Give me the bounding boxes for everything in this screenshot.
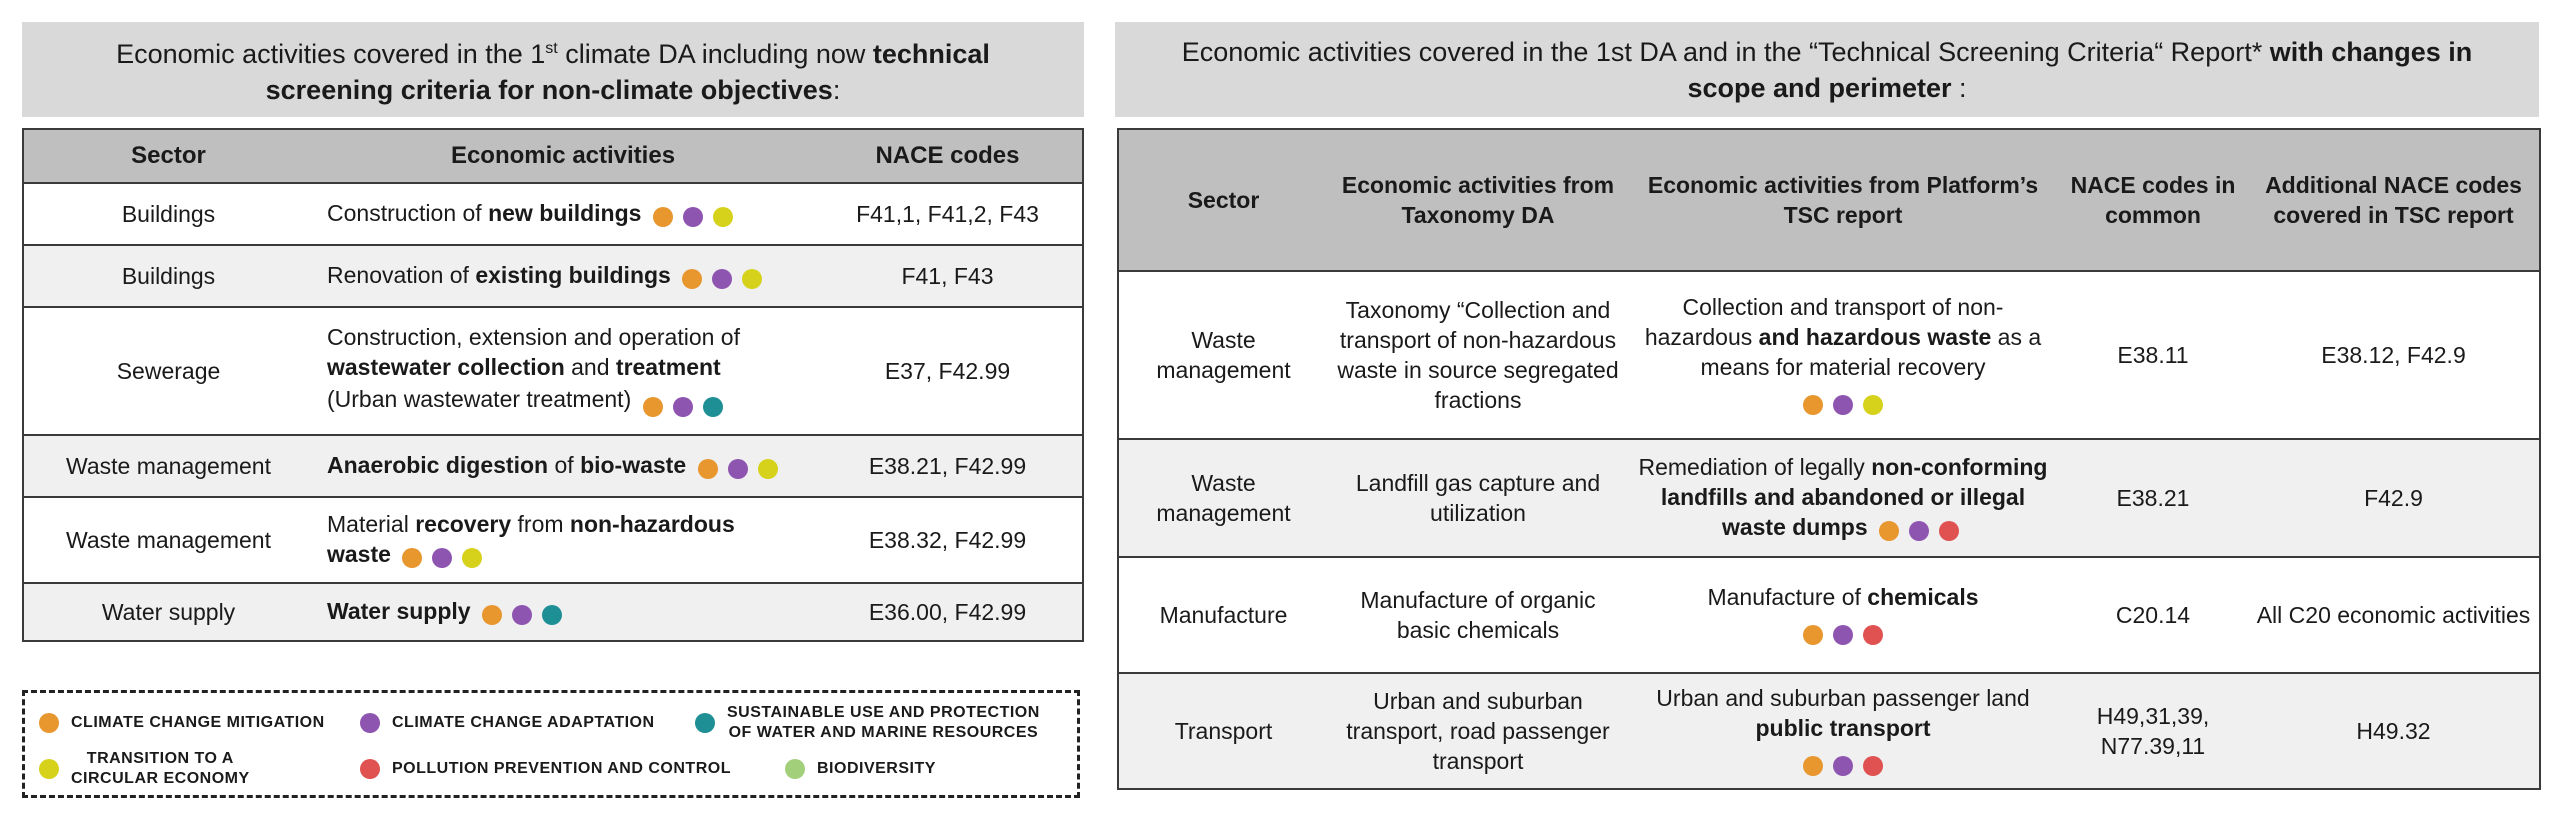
activity-text: Construction of: [327, 200, 489, 227]
mitigation-dot-icon: [653, 207, 673, 227]
adaptation-dot-icon: [1833, 756, 1853, 776]
tsc-bold: non-conforming landfills and abandoned or illegal waste dumps: [1660, 454, 2048, 541]
activity-bold: recovery: [415, 511, 512, 538]
pollution-dot-icon: [1939, 521, 1959, 541]
adaptation-dot-icon: [432, 548, 452, 568]
left-table-header-row: [23, 129, 1083, 183]
sector-cell: Waste management: [1156, 327, 1291, 383]
water-dot-icon: [542, 605, 562, 625]
right-title-post: :: [1951, 72, 1967, 103]
tsc-text-post: as a means for material recovery: [1700, 324, 2042, 380]
left-title-bold: technical screening criteria for non-climate objectives: [265, 39, 990, 105]
mitigation-dot-icon: [1879, 521, 1899, 541]
objective-dots: [1874, 514, 1964, 544]
adaptation-dot-icon: [360, 713, 380, 733]
legend-label: [727, 703, 1040, 743]
tsc-bold: and hazardous waste: [1758, 324, 1992, 350]
legend-label: CLIMATE CHANGE ADAPTATION: [392, 714, 655, 731]
objective-dots: [1798, 388, 1888, 418]
activity-text-mid: from: [511, 511, 570, 538]
objective-dots: [638, 390, 728, 420]
additional-nace-cell: All C20 economic activities: [2256, 602, 2531, 628]
mitigation-dot-icon: [482, 605, 502, 625]
right-panel-title: [1115, 22, 2539, 117]
pollution-dot-icon: [360, 759, 380, 779]
activity-bold: wastewater collection: [327, 354, 565, 380]
right-title-bold: with changes in scope and perimeter: [1687, 36, 2473, 103]
mitigation-dot-icon: [1803, 395, 1823, 415]
tsc-bold: public transport: [1755, 715, 1931, 741]
objective-dots: [693, 452, 783, 482]
objective-dots: [648, 200, 738, 230]
objectives-legend: [22, 690, 1080, 798]
adaptation-dot-icon: [1833, 395, 1853, 415]
common-nace-cell: H49,31,39, N77.39,11: [2096, 703, 2210, 759]
left-col-sector: Sector: [23, 129, 313, 183]
right-col-tsc: Economic activities from Platform’s TSC report: [1628, 129, 2058, 271]
right-activities-table: [1117, 128, 2541, 790]
additional-nace-cell: H49.32: [2356, 718, 2431, 744]
activity-text: Renovation of: [327, 262, 476, 289]
table-row: [1118, 439, 2540, 557]
tsc-text: Manufacture of: [1707, 584, 1868, 610]
activity-cell: [313, 183, 813, 245]
mitigation-dot-icon: [1803, 625, 1823, 645]
tsc-bold: chemicals: [1867, 584, 1979, 610]
mitigation-dot-icon: [402, 548, 422, 568]
sector-cell: Waste management: [66, 453, 271, 479]
nace-cell: E37, F42.99: [884, 358, 1011, 384]
objective-dots: [477, 598, 567, 628]
mitigation-dot-icon: [39, 713, 59, 733]
objective-dots: [677, 262, 767, 292]
table-row: [23, 307, 1083, 435]
taxonomy-cell: Taxonomy “Collection and transport of non-hazardous waste in source segregated fractions: [1337, 297, 1619, 413]
circular-dot-icon: [39, 759, 59, 779]
sector-cell: Manufacture: [1159, 602, 1288, 628]
left-title-mid: climate DA including now: [557, 39, 873, 69]
objective-dots: [397, 541, 487, 571]
left-panel-title: [22, 22, 1084, 117]
table-row: [1118, 557, 2540, 673]
left-activities-table: [22, 128, 1084, 642]
activity-cell: [313, 245, 813, 307]
activity-cell: [313, 497, 813, 583]
circular-dot-icon: [1863, 395, 1883, 415]
activity-text: Construction, extension and operation of: [327, 324, 740, 350]
activity-bold-2: treatment: [615, 354, 721, 380]
sector-cell: Sewerage: [116, 358, 221, 384]
legend-label: CLIMATE CHANGE MITIGATION: [71, 714, 325, 731]
sector-cell: Water supply: [101, 599, 236, 625]
legend-label: POLLUTION PREVENTION AND CONTROL: [392, 760, 731, 777]
sector-cell: Transport: [1174, 718, 1273, 744]
mitigation-dot-icon: [698, 459, 718, 479]
pollution-dot-icon: [1863, 625, 1883, 645]
adaptation-dot-icon: [728, 459, 748, 479]
mitigation-dot-icon: [682, 269, 702, 289]
tsc-text: Remediation of legally: [1638, 454, 1872, 481]
activity-text-mid: and: [564, 354, 616, 380]
common-nace-cell: C20.14: [2115, 602, 2191, 628]
table-row: [1118, 673, 2540, 789]
tsc-cell: [1628, 439, 2058, 557]
left-title-pre: Economic activities covered in the 1: [116, 39, 546, 69]
activity-text: Material: [327, 511, 416, 538]
legend-label-line-1: SUSTAINABLE USE AND PROTECTION: [727, 704, 1040, 721]
nace-cell: E38.21, F42.99: [868, 453, 1027, 479]
water-dot-icon: [695, 713, 715, 733]
taxonomy-cell: Urban and suburban transport, road passenger transport: [1346, 688, 1610, 774]
objective-dots: [1798, 749, 1888, 779]
biodiversity-dot-icon: [785, 759, 805, 779]
additional-nace-cell: F42.9: [2364, 485, 2423, 511]
legend-biodiversity: [785, 759, 936, 779]
right-col-taxonomy: Economic activities from Taxonomy DA: [1328, 129, 1628, 271]
left-title-post: :: [832, 75, 841, 105]
legend-mitigation: [39, 713, 325, 733]
objective-dots: [1798, 618, 1888, 648]
legend-label: BIODIVERSITY: [817, 760, 936, 777]
left-col-nace: NACE codes: [813, 129, 1083, 183]
left-title-sup: st: [545, 40, 558, 57]
legend-label-line-2: CIRCULAR ECONOMY: [71, 770, 250, 787]
common-nace-cell: E38.11: [2117, 342, 2189, 368]
taxonomy-cell: Manufacture of organic basic chemicals: [1360, 587, 1596, 643]
tsc-text: Collection and transport of non-hazardous: [1644, 294, 2004, 350]
table-row: [23, 435, 1083, 497]
table-row: [23, 183, 1083, 245]
activity-bold: Water supply: [327, 598, 471, 625]
adaptation-dot-icon: [683, 207, 703, 227]
taxonomy-cell: Landfill gas capture and utilization: [1355, 470, 1601, 526]
legend-label-line-2: OF WATER AND MARINE RESOURCES: [728, 724, 1039, 741]
common-nace-cell: E38.21: [2116, 485, 2190, 511]
right-title-pre: Economic activities covered in the 1st DA and in the “Technical Screening Criteria“ Report*: [1181, 36, 2270, 67]
water-dot-icon: [703, 397, 723, 417]
sector-cell: Waste management: [1156, 470, 1291, 526]
legend-adaptation: [360, 713, 655, 733]
activity-bold: existing buildings: [475, 262, 671, 289]
right-col-additional: Additional NACE codes covered in TSC report: [2248, 129, 2540, 271]
pollution-dot-icon: [1863, 756, 1883, 776]
activity-bold-2: bio-waste: [580, 452, 687, 479]
sector-cell: Buildings: [121, 201, 216, 227]
adaptation-dot-icon: [712, 269, 732, 289]
table-row: [1118, 271, 2540, 439]
table-row: [23, 497, 1083, 583]
legend-water: [695, 703, 1040, 743]
circular-dot-icon: [742, 269, 762, 289]
adaptation-dot-icon: [1909, 521, 1929, 541]
tsc-text: Urban and suburban passenger land: [1656, 685, 2030, 711]
activity-bold-2: non-hazardous waste: [327, 511, 735, 568]
legend-label: [71, 749, 250, 789]
table-row: [23, 245, 1083, 307]
activity-text-mid: of: [548, 452, 581, 479]
nace-cell: E38.32, F42.99: [868, 527, 1027, 553]
adaptation-dot-icon: [673, 397, 693, 417]
activity-bold: Anaerobic digestion: [327, 452, 549, 479]
table-row: [23, 583, 1083, 641]
right-col-sector: Sector: [1118, 129, 1328, 271]
activity-text-post: (Urban wastewater treatment): [327, 386, 632, 413]
activity-bold: new buildings: [488, 200, 642, 227]
legend-pollution: [360, 759, 731, 779]
circular-dot-icon: [462, 548, 482, 568]
mitigation-dot-icon: [1803, 756, 1823, 776]
adaptation-dot-icon: [1833, 625, 1853, 645]
right-table-header-row: [1118, 129, 2540, 271]
sector-cell: Buildings: [121, 263, 216, 289]
mitigation-dot-icon: [643, 397, 663, 417]
activity-cell: [313, 435, 813, 497]
left-col-activities: Economic activities: [313, 129, 813, 183]
nace-cell: E36.00, F42.99: [868, 599, 1027, 625]
additional-nace-cell: E38.12, F42.9: [2321, 342, 2466, 368]
nace-cell: F41, F43: [901, 263, 994, 289]
activity-cell: [313, 307, 813, 435]
legend-circular: [39, 749, 250, 789]
sector-cell: Waste management: [66, 527, 271, 553]
activity-cell: [313, 583, 813, 641]
tsc-cell: [1628, 271, 2058, 439]
adaptation-dot-icon: [512, 605, 532, 625]
tsc-cell: [1628, 673, 2058, 789]
circular-dot-icon: [713, 207, 733, 227]
right-col-common: NACE codes in common: [2058, 129, 2248, 271]
circular-dot-icon: [758, 459, 778, 479]
tsc-cell: [1628, 557, 2058, 673]
nace-cell: F41,1, F41,2, F43: [856, 201, 1039, 227]
legend-label-line-1: TRANSITION TO A: [86, 750, 234, 767]
